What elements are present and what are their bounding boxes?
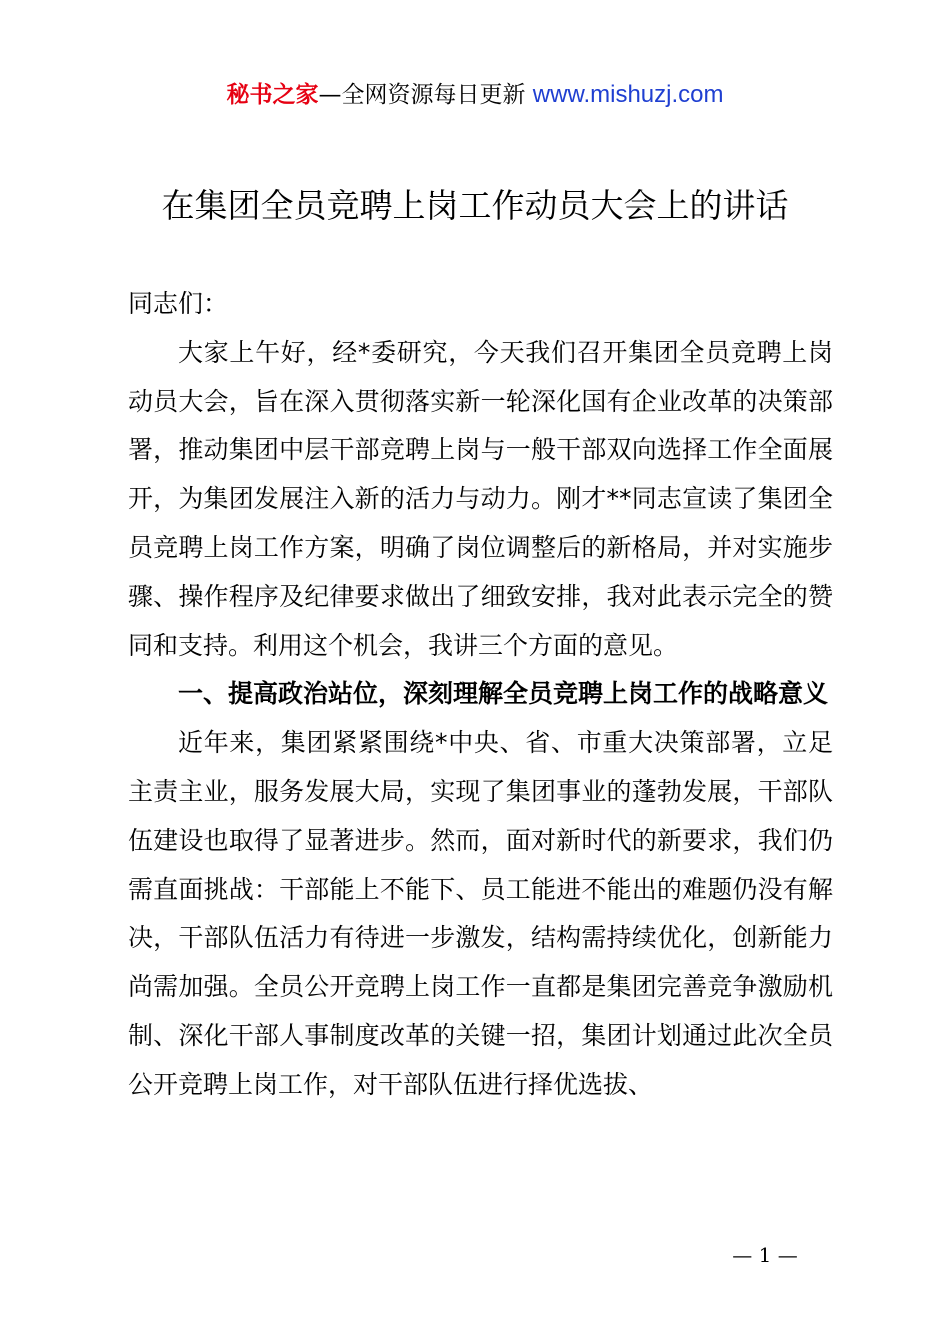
header-tagline: —全网资源每日更新 [318, 82, 526, 108]
site-header [0, 78, 950, 112]
site-url-link[interactable]: www.mishuzj.com [532, 81, 724, 108]
paragraph-intro: 大家上午好，经*委研究，今天我们召开集团全员竞聘上岗动员大会，旨在深入贯彻落实新一轮深化国有企业改革的决策部署，推动集团中层干部竞聘上岗与一般干部双向选择工作全面展开，为集团发展注入新的活力与动力。刚才**同志宣读了集团全员竞聘上岗工作方案，明确了岗位调整后的新格局，并对实施步骤、操作程序及纪律要求做出了细致安排，我对此表示完全的赞同和支持。利用这个机会，我讲三个方面的意见。 [128, 337, 833, 660]
page-number: — 1 — [732, 1243, 798, 1267]
brand-name: 秘书之家 [226, 82, 319, 108]
salutation: 同志们： [128, 289, 229, 318]
section-heading-1: 一、提高政治站位，深刻理解全员竞聘上岗工作的战略意义 [178, 679, 829, 709]
document-title: 在集团全员竞聘上岗工作动员大会上的讲话 [161, 186, 789, 225]
document-body [128, 280, 833, 1110]
paragraph-section-1: 近年来，集团紧紧围绕*中央、省、市重大决策部署，立足主责主业，服务发展大局，实现了集团事业的蓬勃发展，干部队伍建设也取得了显著进步。然而，面对新时代的新要求，我们仍需直面挑战：干部能上不能下、员工能进不能出的难题仍没有解决，干部队伍活力有待进一步激发，结构需持续优化，创新能力尚需加强。全员公开竞聘上岗工作一直都是集团完善竞争激励机制、深化干部人事制度改革的关键一招，集团计划通过此次全员公开竞聘上岗工作，对干部队伍进行择优选拔、 [128, 728, 833, 1099]
